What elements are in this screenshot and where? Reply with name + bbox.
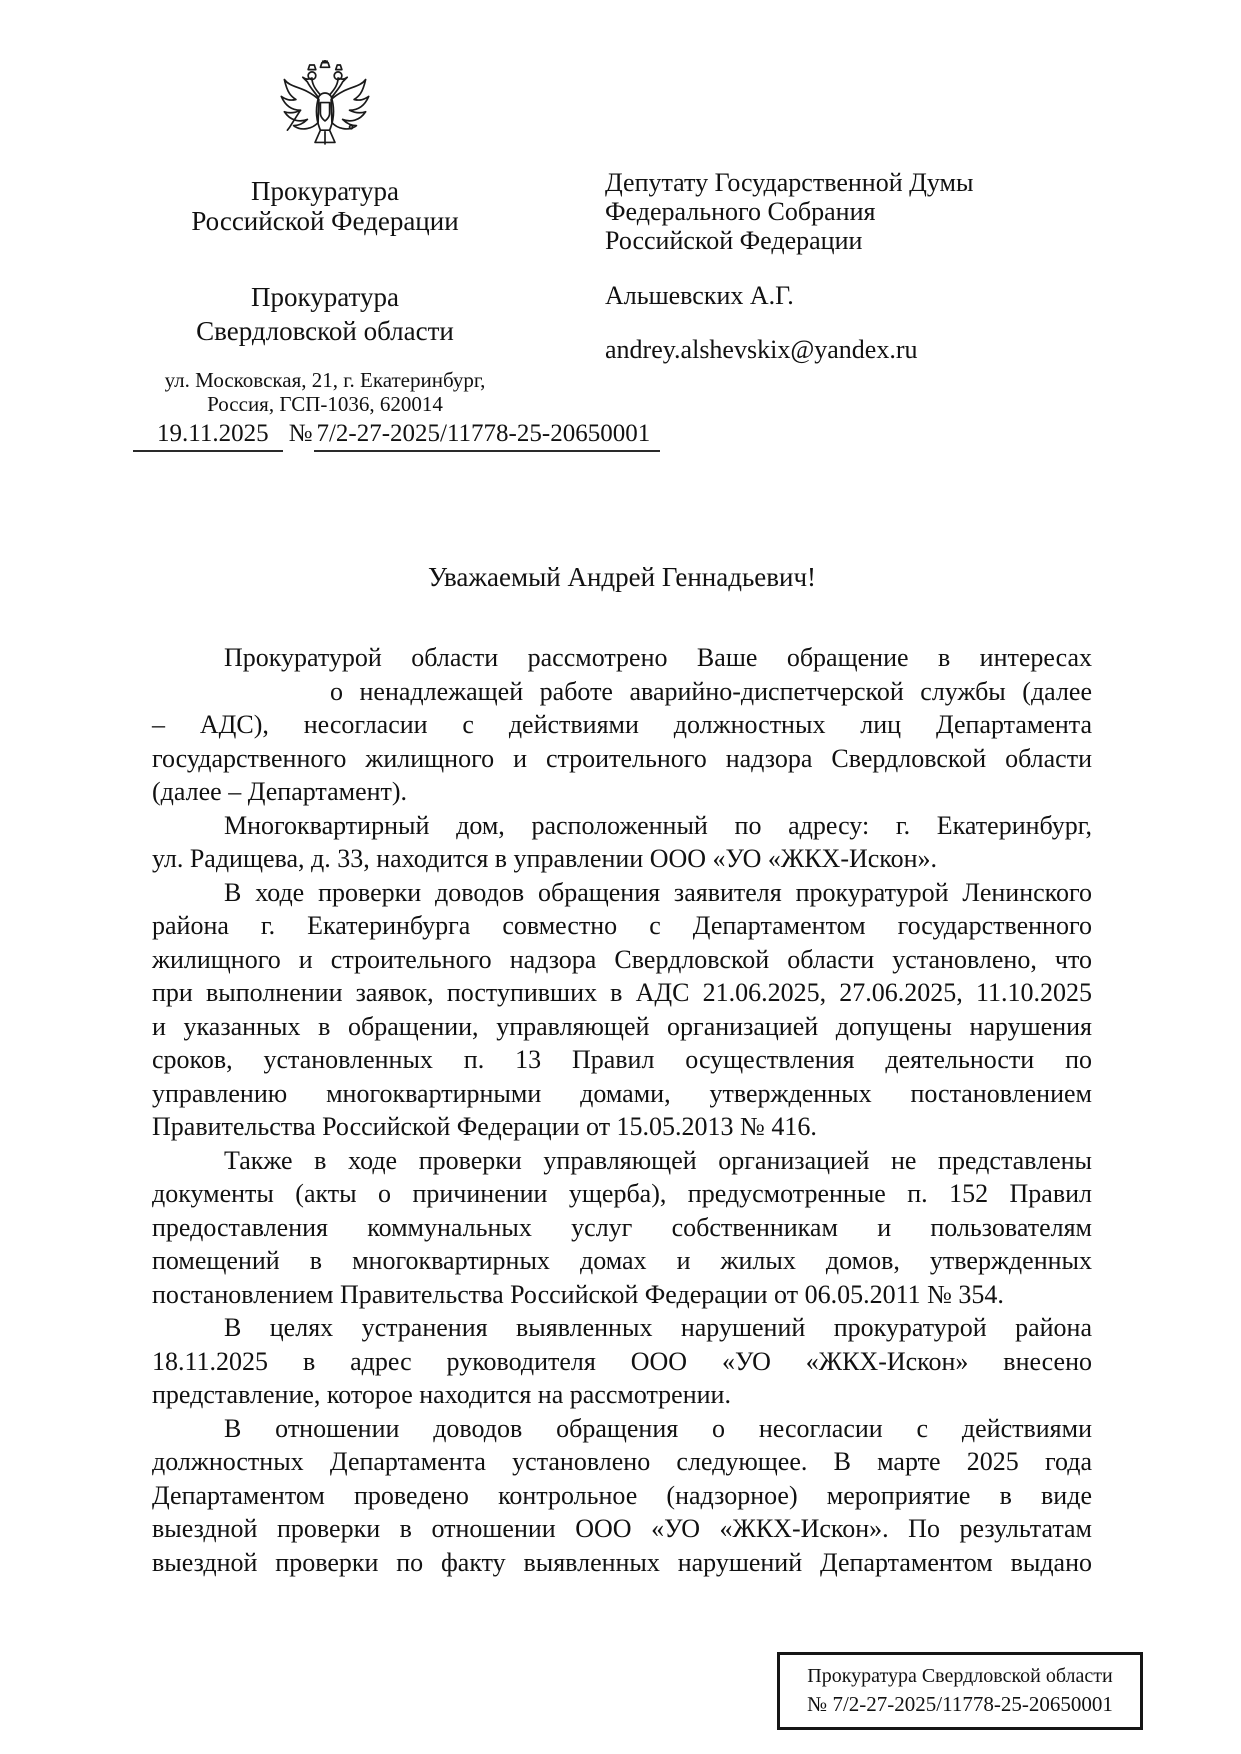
- footer-org-name: Прокуратура Свердловской области: [807, 1665, 1113, 1687]
- body-line: Департаментом проведено контрольное (надзорное) мероприятие в виде: [152, 1480, 1092, 1510]
- org-address: [108, 368, 542, 416]
- footer-number-value: 7/2-27-2025/11778-25-20650001: [832, 1692, 1113, 1716]
- body-line: – АДС), несогласии с действиями должностных лиц Департамента: [152, 710, 1092, 739]
- body-line: В отношении доводов обращения о несогласии с действиями: [224, 1413, 1092, 1443]
- body-line: сроков, установленных п. 13 Правил осуществления деятельности по: [152, 1045, 1092, 1074]
- body-line: управлению многоквартирными домами, утвержденных постановлением: [152, 1078, 1092, 1108]
- body-line: и указанных в обращении, управляющей организацией допущены нарушения: [152, 1011, 1092, 1041]
- recipient-email: andrey.alshevskix@yandex.ru: [605, 335, 918, 364]
- russia-coat-of-arms-icon: [279, 60, 371, 162]
- body-line: должностных Департамента установлено следующее. В марте 2025 года: [152, 1447, 1092, 1476]
- body-line: района г. Екатеринбурга совместно с Департаментом государственного: [152, 911, 1092, 940]
- footer-number-sign: №: [807, 1692, 828, 1716]
- recipient-block: [605, 168, 1125, 365]
- body-line: Прокуратурой области рассмотрено Ваше обращение в интересах: [224, 643, 1092, 672]
- header-left-block: [108, 60, 542, 416]
- footer-stamp-box: [777, 1652, 1143, 1730]
- body-line: Также в ходе проверки управляющей организацией не представлены: [224, 1145, 1092, 1175]
- body-line: Правительства Российской Федерации от 15.05.2013 № 416.: [152, 1112, 817, 1141]
- body-line: выездной проверки в отношении ООО «УО «ЖКХ-Искон». По результатам: [152, 1514, 1092, 1543]
- org-address-line2: Россия, ГСП-1036, 620014: [207, 392, 443, 416]
- body-line: при выполнении заявок, поступивших в АДС 21.06.2025, 27.06.2025, 11.10.2025: [152, 978, 1092, 1007]
- salutation: Уважаемый Андрей Геннадьевич!: [427, 562, 817, 592]
- letter-number: 7/2-27-2025/11778-25-20650001: [314, 420, 660, 452]
- recipient-line3: Российской Федерации: [605, 226, 863, 255]
- org-region-line1: Прокуратура: [251, 282, 399, 312]
- recipient-line1: Депутату Государственной Думы: [605, 168, 974, 197]
- recipient-title: [605, 168, 1125, 255]
- body-line: постановлением Правительства Российской Федерации от 06.05.2011 № 354.: [152, 1279, 1004, 1309]
- body-line: государственного жилищного и строительного надзора Свердловской области: [152, 743, 1092, 773]
- body-line: о ненадлежащей работе аварийно-диспетчерской службы (далее: [330, 676, 1092, 706]
- org-region-line2: Свердловской области: [196, 316, 454, 346]
- recipient-name: Альшевских А.Г.: [605, 281, 794, 310]
- body-line: Многоквартирный дом, расположенный по адресу: г. Екатеринбург,: [224, 810, 1092, 840]
- body-line: ул. Радищева, д. 33, находится в управлении ООО «УО «ЖКХ-Искон».: [152, 844, 938, 873]
- number-sign: №: [288, 420, 313, 447]
- org-name-line2: Российской Федерации: [191, 206, 459, 236]
- date-number-line: [133, 420, 660, 452]
- org-name-federation: [108, 176, 542, 236]
- body-line: 18.11.2025 в адрес руководителя ООО «УО «ЖКХ-Искон» внесено: [152, 1346, 1092, 1376]
- body-line: представление, которое находится на рассмотрении.: [152, 1380, 731, 1409]
- body-line: В ходе проверки доводов обращения заявителя прокуратурой Ленинского: [224, 877, 1092, 907]
- body-line: предоставления коммунальных услуг собственникам и пользователям: [152, 1212, 1092, 1242]
- body-line: жилищного и строительного надзора Свердловской области установлено, что: [152, 944, 1092, 974]
- org-address-line1: ул. Московская, 21, г. Екатеринбург,: [164, 368, 486, 392]
- body-text: [152, 641, 1092, 1579]
- org-name-region: [108, 280, 542, 348]
- body-line: В целях устранения выявленных нарушений прокуратурой района: [224, 1313, 1092, 1342]
- body-line: документы (акты о причинении ущерба), предусмотренные п. 152 Правил: [152, 1179, 1092, 1208]
- letter-date: 19.11.2025: [133, 420, 283, 452]
- org-name-line1: Прокуратура: [251, 176, 399, 206]
- body-line: выездной проверки по факту выявленных нарушений Департаментом выдано: [152, 1547, 1092, 1577]
- body-line: помещений в многоквартирных домах и жилых домов, утвержденных: [152, 1246, 1092, 1275]
- body-line: (далее – Департамент).: [152, 777, 408, 806]
- recipient-line2: Федерального Собрания: [605, 197, 876, 226]
- footer-doc-number: [780, 1691, 1140, 1717]
